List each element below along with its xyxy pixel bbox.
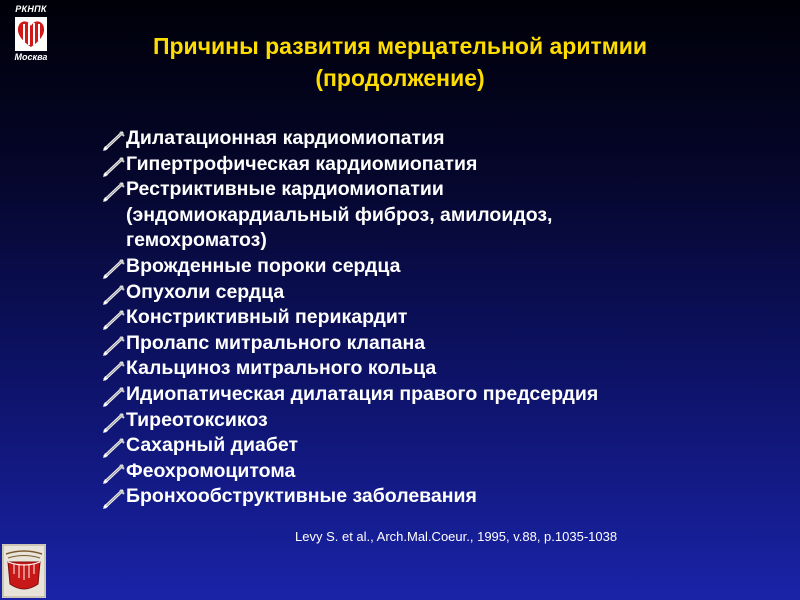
list-item	[102, 433, 762, 459]
heart-logo-icon	[15, 17, 47, 51]
logo-bottom-text: Москва	[14, 52, 48, 62]
list-item	[102, 126, 762, 152]
list-item	[102, 484, 762, 510]
list-item-text: Констриктивный перикардит	[126, 306, 408, 329]
list-item-text: Кальциноз митрального кольца	[126, 357, 437, 380]
list-item	[102, 382, 762, 408]
pen-nib-icon	[102, 335, 126, 357]
list-item	[102, 305, 762, 331]
list-item	[102, 331, 762, 357]
list-item-text: Рестриктивные кардиомиопатии (эндомиокардиальный фиброз, амилоидоз, гемохроматоз)	[126, 178, 553, 252]
pen-nib-icon	[102, 156, 126, 178]
pen-nib-icon	[102, 130, 126, 152]
title-line-1: Причины развития мерцательной аритмии	[152, 33, 648, 59]
society-emblem-icon	[2, 544, 46, 598]
list-item	[102, 152, 762, 178]
slide-title	[60, 30, 740, 94]
list-item-text: Идиопатическая дилатация правого предсердия	[126, 382, 599, 405]
list-item	[102, 408, 762, 434]
list-item-text: Гипертрофическая кардиомиопатия	[126, 152, 478, 175]
pen-nib-icon	[102, 463, 126, 485]
logo-top-text: РКНПК	[15, 4, 47, 14]
list-item	[102, 177, 762, 254]
list-item-text: Бронхообструктивные заболевания	[126, 485, 477, 508]
list-item-text: Сахарный диабет	[126, 434, 298, 457]
list-item	[102, 459, 762, 485]
pen-nib-icon	[102, 412, 126, 434]
pen-nib-icon	[102, 181, 126, 203]
list-item-text: Тиреотоксикоз	[126, 408, 268, 431]
pen-nib-icon	[102, 488, 126, 510]
pen-nib-icon	[102, 258, 126, 280]
pen-nib-icon	[102, 437, 126, 459]
pen-nib-icon	[102, 386, 126, 408]
list-item-text: Пролапс митрального клапана	[126, 331, 426, 354]
list-item-text: Врожденные пороки сердца	[126, 254, 401, 277]
list-item	[102, 356, 762, 382]
pen-nib-icon	[102, 360, 126, 382]
reference-citation: Levy S. et al., Arch.Mal.Coeur., 1995, v.88, p.1035-1038	[295, 529, 618, 544]
list-item	[102, 280, 762, 306]
causes-list	[102, 126, 762, 510]
pen-nib-icon	[102, 284, 126, 306]
pen-nib-icon	[102, 309, 126, 331]
list-item-text: Дилатационная кардиомиопатия	[126, 127, 445, 149]
list-item-text: Опухоли сердца	[126, 280, 285, 303]
logo	[8, 4, 54, 64]
title-line-2: (продолжение)	[315, 65, 485, 91]
list-item	[102, 254, 762, 280]
list-item-text: Феохромоцитома	[126, 459, 296, 482]
